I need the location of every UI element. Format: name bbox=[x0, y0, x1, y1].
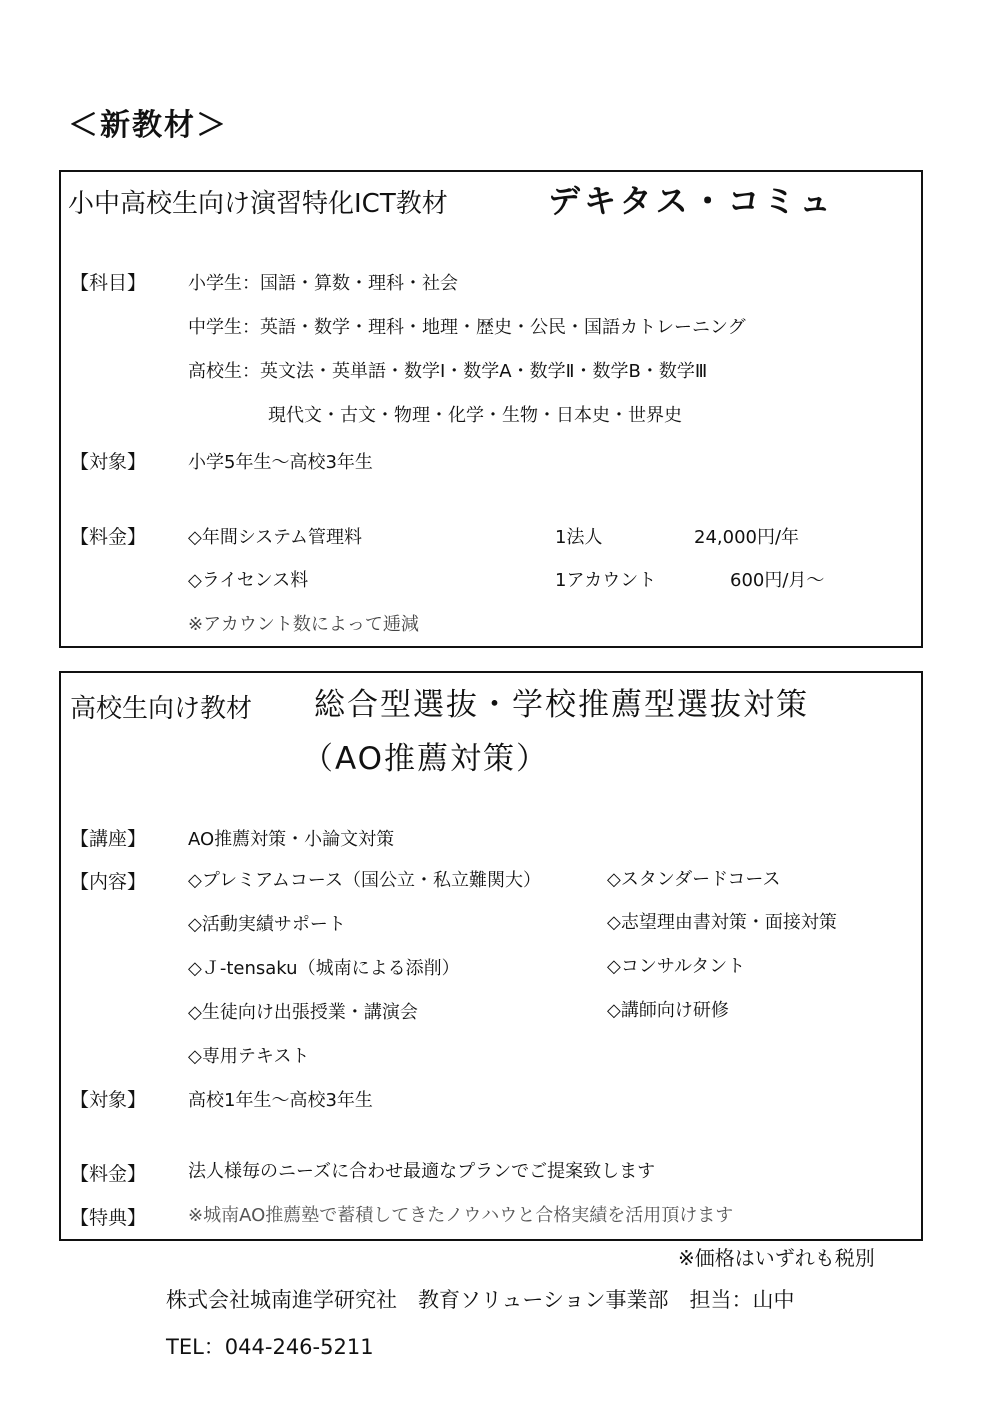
product1-subtitle: 小中高校生向け演習特化ICT教材 bbox=[68, 189, 448, 219]
content-left-item: ◇活動実績サポート bbox=[188, 914, 346, 935]
content-right-item: ◇スタンダードコース bbox=[607, 869, 781, 890]
benefit-value: ※城南AO推薦塾で蓄積してきたノウハウと合格実績を活用頂けます bbox=[188, 1205, 734, 1226]
fee-unit-system: 1法人 bbox=[555, 527, 603, 548]
course-label: 【講座】 bbox=[70, 828, 147, 850]
course-value: AO推薦対策・小論文対策 bbox=[188, 829, 395, 850]
product1-name: デキタス・コミュ bbox=[548, 182, 836, 220]
benefit-label: 【特典】 bbox=[70, 1207, 147, 1229]
product2-name-line1: 総合型選抜・学校推薦型選抜対策 bbox=[314, 687, 809, 723]
target-label: 【対象】 bbox=[70, 451, 147, 473]
target2-value: 高校1年生～高校3年生 bbox=[188, 1090, 373, 1111]
target2-label: 【対象】 bbox=[70, 1089, 147, 1111]
company-info: 株式会社城南進学研究社 教育ソリューション事業部 担当：山中 bbox=[166, 1288, 795, 1312]
fee-item-system: ◇年間システム管理料 bbox=[188, 527, 363, 548]
subjects-junior-high: 中学生：英語・数学・理科・地理・歴史・公民・国語カトレーニング bbox=[188, 317, 746, 338]
tel-number: TEL：044-246-5211 bbox=[166, 1335, 374, 1359]
subjects-label: 【科目】 bbox=[70, 272, 147, 294]
product2-subtitle: 高校生向け教材 bbox=[70, 694, 253, 724]
content-label: 【内容】 bbox=[70, 871, 147, 893]
content-right-item: ◇講師向け研修 bbox=[607, 1000, 729, 1021]
fee-price-system: 24,000円/年 bbox=[694, 527, 800, 548]
subjects-high-school-cont: 現代文・古文・物理・化学・生物・日本史・世界史 bbox=[268, 405, 682, 426]
page-heading: ＜新教材＞ bbox=[68, 108, 228, 143]
product2-name-line2: （AO推薦対策） bbox=[302, 741, 550, 777]
content-left-item: ◇生徒向け出張授業・講演会 bbox=[188, 1002, 418, 1023]
content-left-item: ◇専用テキスト bbox=[188, 1046, 310, 1067]
fee-note: ※アカウント数によって逓減 bbox=[188, 614, 419, 635]
fee-item-license: ◇ライセンス料 bbox=[188, 570, 309, 591]
content-left-item: ◇プレミアムコース（国公立・私立難関大） bbox=[188, 870, 541, 891]
subjects-high-school: 高校生：英文法・英単語・数学Ⅰ・数学A・数学Ⅱ・数学B・数学Ⅲ bbox=[188, 361, 708, 382]
content-right-item: ◇志望理由書対策・面接対策 bbox=[607, 912, 837, 933]
fee-price-license: 600円/月～ bbox=[730, 570, 825, 591]
fee2-value: 法人様毎のニーズに合わせ最適なプランでご提案致します bbox=[188, 1161, 656, 1182]
tax-note: ※価格はいずれも税別 bbox=[678, 1246, 875, 1270]
content-left-item: ◇Ｊ-tensaku（城南による添削） bbox=[188, 958, 460, 979]
fee-label: 【料金】 bbox=[70, 526, 147, 548]
subjects-elementary: 小学生：国語・算数・理科・社会 bbox=[188, 273, 458, 294]
content-right-item: ◇コンサルタント bbox=[607, 956, 746, 977]
fee2-label: 【料金】 bbox=[70, 1163, 147, 1185]
fee-unit-license: 1アカウント bbox=[555, 570, 657, 591]
target-value: 小学5年生～高校3年生 bbox=[188, 452, 373, 473]
